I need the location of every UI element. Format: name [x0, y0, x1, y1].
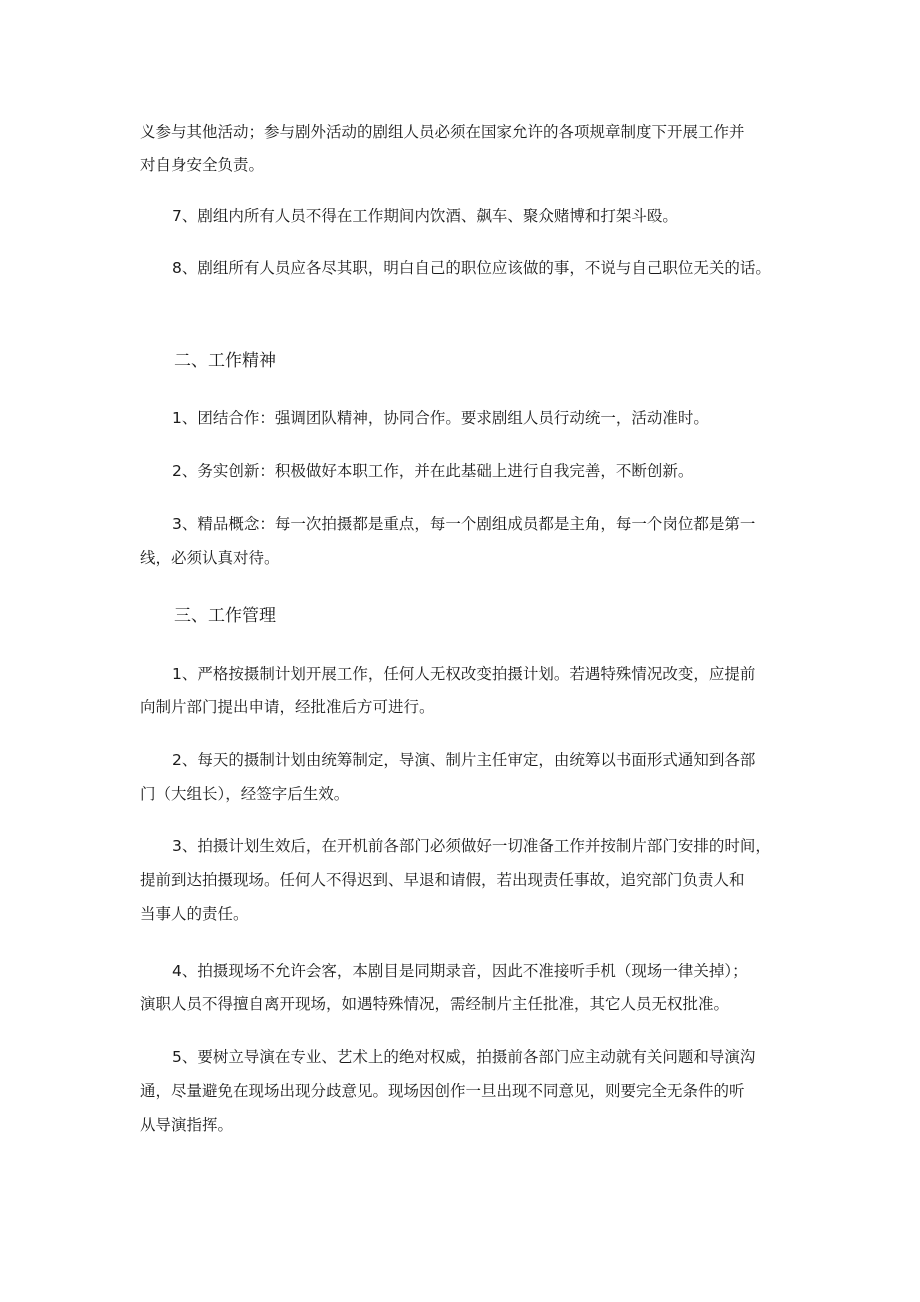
section-3-item-5-line-3: 从导演指挥。 — [140, 1116, 234, 1134]
section-3-item-3-line-1: 3、拍摄计划生效后，在开机前各部门必须做好一切准备工作并按制片部门安排的时间， — [172, 837, 771, 855]
section-3-item-2-line-2: 门（大组长），经签字后生效。 — [140, 785, 350, 803]
rule-8: 8、剧组所有人员应各尽其职，明白自己的职位应该做的事，不说与自己职位无关的话。 — [172, 259, 771, 277]
section-2-item-2: 2、务实创新：积极做好本职工作，并在此基础上进行自我完善，不断创新。 — [172, 462, 694, 480]
section-2-item-1: 1、团结合作：强调团队精神，协同合作。要求剧组人员行动统一，活动准时。 — [172, 409, 709, 427]
rule-7: 7、剧组内所有人员不得在工作期间内饮酒、飙车、聚众赌博和打架斗殴。 — [172, 207, 678, 225]
section-2-item-3-line-1: 3、精品概念：每一次拍摄都是重点，每一个剧组成员都是主角，每一个岗位都是第一 — [172, 515, 756, 533]
section-3-item-1-line-2: 向制片部门提出申请，经批准后方可进行。 — [140, 698, 435, 716]
section-3-item-3-line-2: 提前到达拍摄现场。任何人不得迟到、早退和请假，若出现责任事故，追究部门负责人和 — [140, 871, 745, 889]
section-3-item-5-line-1: 5、要树立导演在专业、艺术上的绝对权威，拍摄前各部门应主动就有关问题和导演沟 — [172, 1048, 756, 1066]
intro-line-2: 对自身安全负责。 — [140, 156, 265, 174]
section-3-item-5-line-2: 通，尽量避免在现场出现分歧意见。现场因创作一旦出现不同意见，则要完全无条件的听 — [140, 1082, 745, 1100]
section-3-item-4-line-2: 演职人员不得擅自离开现场，如遇特殊情况，需经制片主任批准，其它人员无权批准。 — [140, 995, 730, 1013]
section-3-item-3-line-3: 当事人的责任。 — [140, 905, 249, 923]
section-3-title: 三、工作管理 — [174, 606, 276, 626]
section-2-title: 二、工作精神 — [174, 351, 276, 371]
section-2-item-3-line-2: 线，必须认真对待。 — [140, 549, 280, 567]
section-3-item-1-line-1: 1、严格按摄制计划开展工作，任何人无权改变拍摄计划。若遇特殊情况改变，应提前 — [172, 665, 756, 683]
section-3-item-2-line-1: 2、每天的摄制计划由统筹制定，导演、制片主任审定，由统筹以书面形式通知到各部 — [172, 751, 756, 769]
section-3-item-4-line-1: 4、拍摄现场不允许会客，本剧目是同期录音，因此不准接听手机（现场一律关掉）； — [172, 962, 748, 980]
intro-line-1: 义参与其他活动；参与剧外活动的剧组人员必须在国家允许的各项规章制度下开展工作并 — [140, 123, 745, 141]
